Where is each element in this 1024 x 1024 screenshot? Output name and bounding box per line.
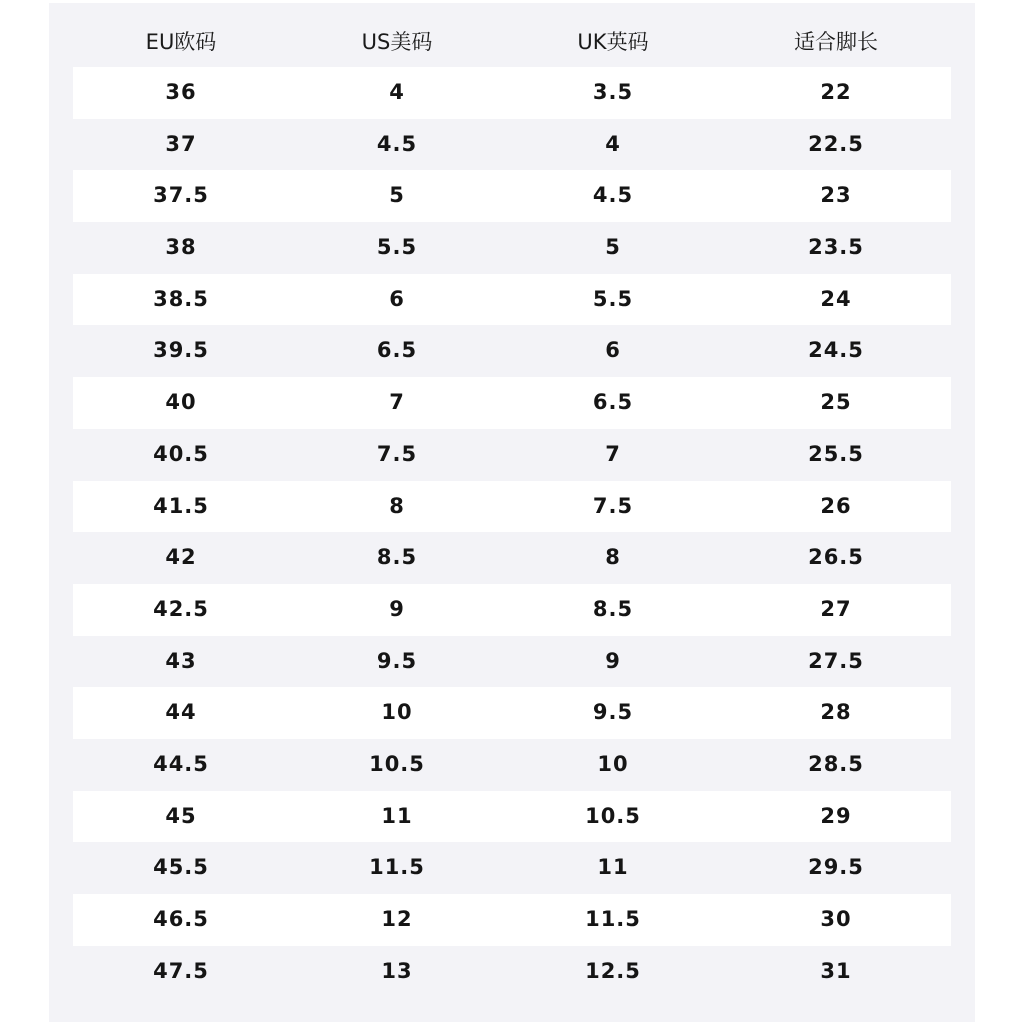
cell-uk-size: 10: [597, 751, 629, 776]
cell-eu-size: 37.5: [153, 183, 209, 208]
cell-us-size: 4: [389, 80, 405, 104]
cell-uk-size: 5: [605, 235, 621, 260]
table-row: [73, 584, 951, 636]
table-row: [73, 222, 951, 274]
table-row: [73, 377, 951, 429]
cell-uk-size: 6: [605, 338, 621, 363]
cell-us-size: 11.5: [369, 855, 425, 880]
cell-eu-size: 47.5: [153, 958, 209, 983]
cell-us-size: 6: [389, 286, 405, 311]
cell-uk-size: 6.5: [592, 390, 634, 415]
cell-eu-size: 39.5: [153, 338, 209, 363]
header-uk-size: UK英码: [577, 30, 649, 54]
cell-uk-size: 3.5: [592, 80, 634, 104]
table-row: [73, 67, 951, 119]
size-chart-panel: [49, 3, 975, 1022]
table-row: [73, 532, 951, 584]
cell-us-size: 10: [381, 700, 413, 725]
cell-uk-size: 7.5: [592, 493, 634, 518]
table-row: [73, 739, 951, 791]
cell-eu-size: 46.5: [153, 907, 209, 931]
cell-uk-size: 4: [605, 131, 621, 156]
cell-foot-length: 25.5: [808, 441, 864, 466]
cell-foot-length: 28: [820, 700, 852, 725]
cell-eu-size: 42.5: [153, 596, 209, 621]
table-row: [73, 274, 951, 326]
cell-uk-size: 11: [597, 855, 629, 880]
cell-eu-size: 40: [165, 390, 197, 415]
cell-foot-length: 23: [820, 183, 852, 208]
table-row: [73, 636, 951, 688]
cell-eu-size: 40.5: [153, 441, 209, 466]
cell-us-size: 5.5: [376, 235, 418, 260]
cell-eu-size: 45: [165, 803, 197, 828]
cell-us-size: 7.5: [376, 441, 418, 466]
cell-us-size: 9: [389, 596, 405, 621]
cell-us-size: 13: [381, 958, 413, 983]
cell-foot-length: 24: [820, 286, 852, 311]
cell-foot-length: 28.5: [808, 751, 864, 776]
header-eu-size: EU欧码: [145, 30, 217, 54]
cell-foot-length: 24.5: [808, 338, 864, 363]
table-row: [73, 170, 951, 222]
cell-foot-length: 26: [820, 493, 852, 518]
cell-us-size: 8: [389, 493, 405, 518]
cell-us-size: 10.5: [369, 751, 425, 776]
cell-eu-size: 44: [165, 700, 197, 725]
cell-foot-length: 27.5: [808, 648, 864, 673]
cell-us-size: 4.5: [376, 131, 418, 156]
cell-foot-length: 31: [820, 958, 852, 983]
cell-uk-size: 9.5: [592, 700, 634, 725]
cell-us-size: 12: [381, 907, 413, 931]
cell-us-size: 5: [389, 183, 405, 208]
cell-uk-size: 5.5: [592, 286, 634, 311]
cell-eu-size: 36: [165, 80, 197, 104]
cell-foot-length: 29: [820, 803, 852, 828]
header-us-size: US美码: [361, 30, 433, 54]
cell-foot-length: 23.5: [808, 235, 864, 260]
cell-us-size: 7: [389, 390, 405, 415]
table-row: [73, 481, 951, 533]
table-body: [73, 67, 951, 997]
cell-foot-length: 29.5: [808, 855, 864, 880]
cell-eu-size: 42: [165, 545, 197, 570]
table-row: [73, 946, 951, 998]
cell-uk-size: 7: [605, 441, 621, 466]
cell-uk-size: 10.5: [585, 803, 641, 828]
table-row: [73, 842, 951, 894]
cell-foot-length: 22.5: [808, 131, 864, 156]
cell-eu-size: 41.5: [153, 493, 209, 518]
cell-uk-size: 11.5: [585, 907, 641, 931]
cell-eu-size: 37: [165, 131, 197, 156]
cell-uk-size: 9: [605, 648, 621, 673]
cell-us-size: 11: [381, 803, 413, 828]
cell-uk-size: 12.5: [585, 958, 641, 983]
cell-us-size: 6.5: [376, 338, 418, 363]
header-foot-length: 适合脚长: [794, 30, 878, 54]
cell-us-size: 9.5: [376, 648, 418, 673]
table-row: [73, 894, 951, 946]
cell-uk-size: 8.5: [592, 596, 634, 621]
cell-foot-length: 22: [820, 80, 852, 104]
table-header: [73, 15, 951, 69]
table-row: [73, 119, 951, 171]
table-row: [73, 791, 951, 843]
cell-eu-size: 44.5: [153, 751, 209, 776]
cell-eu-size: 45.5: [153, 855, 209, 880]
table-row: [73, 325, 951, 377]
cell-eu-size: 38: [165, 235, 197, 260]
cell-foot-length: 26.5: [808, 545, 864, 570]
cell-foot-length: 30: [820, 907, 852, 931]
cell-uk-size: 8: [605, 545, 621, 570]
cell-foot-length: 27: [820, 596, 852, 621]
cell-foot-length: 25: [820, 390, 852, 415]
cell-uk-size: 4.5: [592, 183, 634, 208]
cell-us-size: 8.5: [376, 545, 418, 570]
table-row: [73, 429, 951, 481]
cell-eu-size: 43: [165, 648, 197, 673]
table-row: [73, 687, 951, 739]
cell-eu-size: 38.5: [153, 286, 209, 311]
